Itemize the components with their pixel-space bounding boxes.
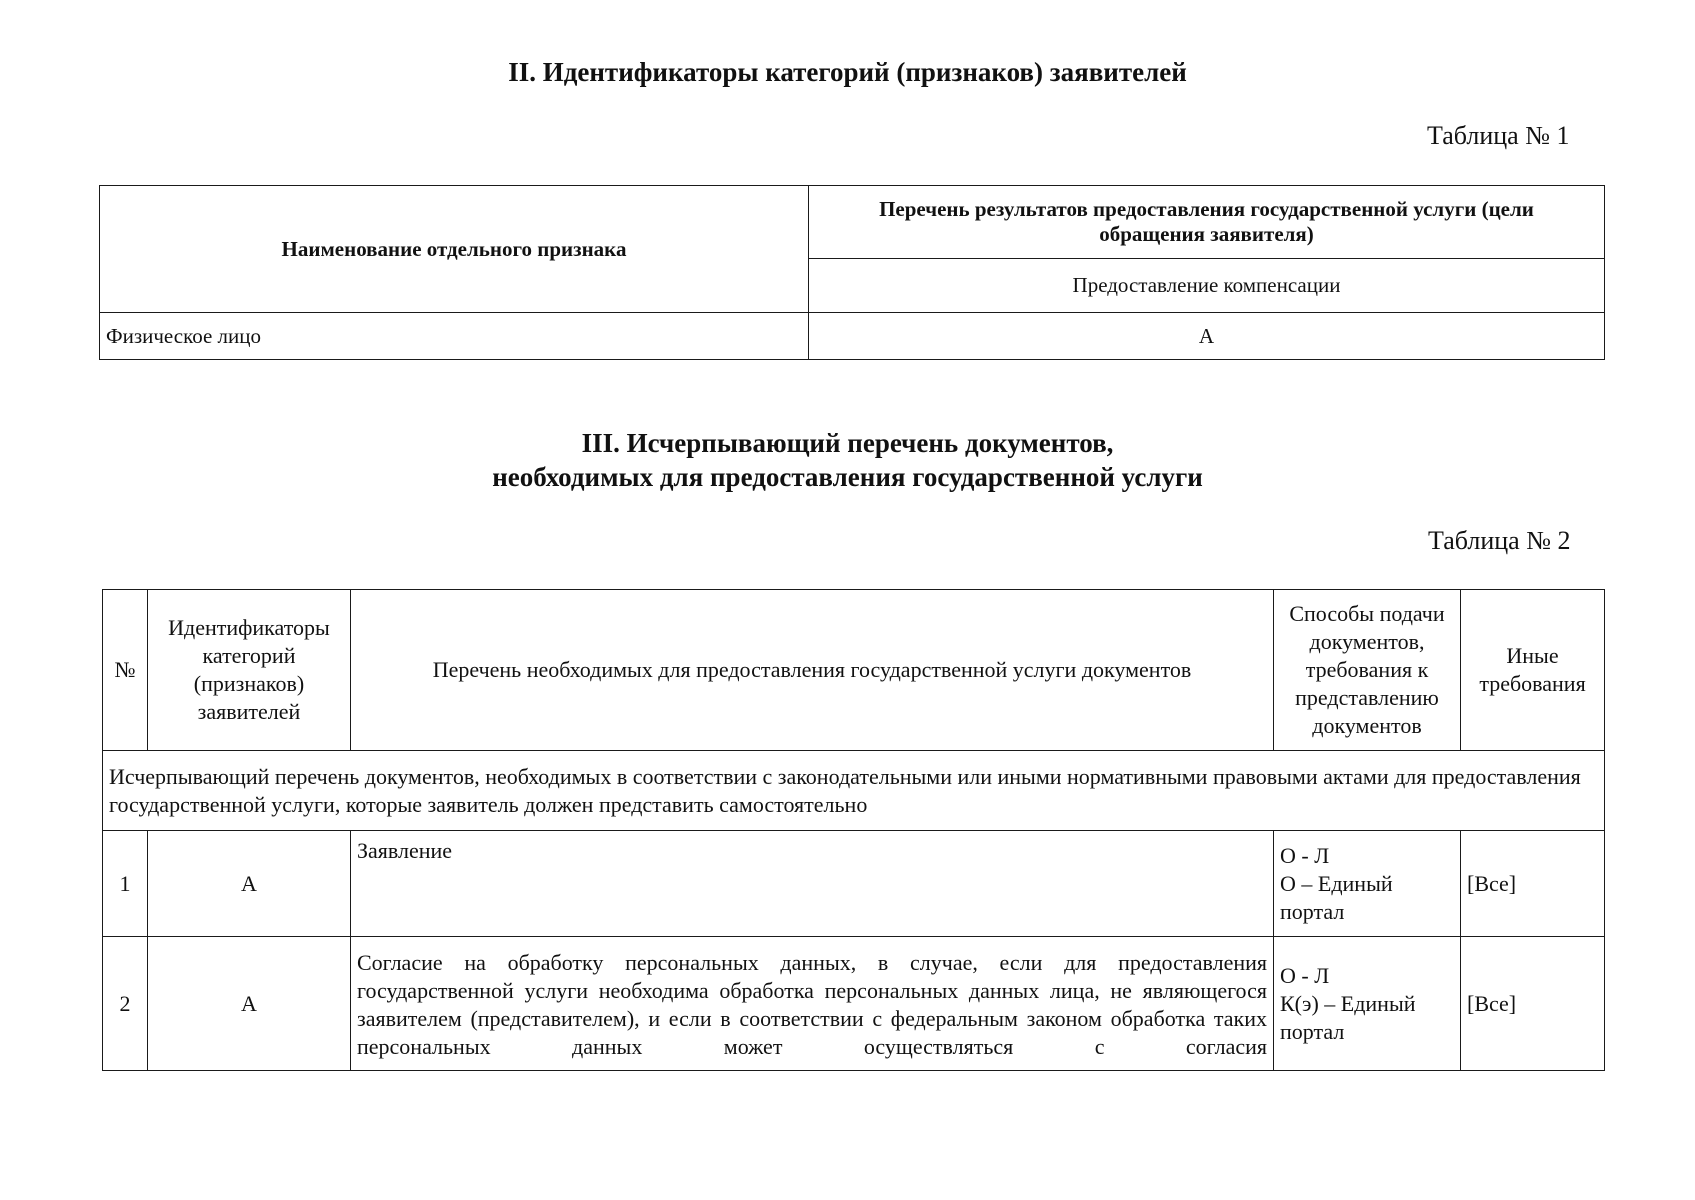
method-line: О – Единый портал xyxy=(1280,870,1393,924)
table-row xyxy=(100,313,1605,360)
feature-name-header: Наименование отдельного признака xyxy=(100,186,809,313)
row-identifier: А xyxy=(148,937,351,1071)
feature-cell: Физическое лицо xyxy=(100,313,809,360)
table-1-label: Таблица № 1 xyxy=(1427,121,1570,150)
group-row-text: Исчерпывающий перечень документов, необходимых в соответствии с законодательными или иными нормативными правовыми актами для предоставления государственной услуги, которые заявитель должен представить самостоятельно xyxy=(103,751,1605,831)
row-methods xyxy=(1274,937,1461,1071)
table-row xyxy=(103,937,1605,1071)
row-document: Согласие на обработку персональных данных, в случае, если для предоставления государственной услуги необходима обработка персональных данных лица, не являющегося заявителем (представителем), и если в соответствии с федеральным законом обработка таких персональных данных может осуществляться с согласия xyxy=(351,937,1274,1071)
section-3-title-line-1: III. Исчерпывающий перечень документов, xyxy=(581,428,1114,458)
row-other-requirements: [Все] xyxy=(1461,937,1605,1071)
group-row xyxy=(103,751,1605,831)
row-other-requirements: [Все] xyxy=(1461,831,1605,937)
other-requirements-header: Иные требования xyxy=(1461,590,1605,751)
method-line: О - Л xyxy=(1280,842,1330,868)
header-row xyxy=(103,590,1605,751)
methods-header: Способы подачи документов, требования к представлению документов xyxy=(1274,590,1461,751)
identifiers-header: Идентификаторы категорий (признаков) заявителей xyxy=(148,590,351,751)
value-cell: А xyxy=(809,313,1605,360)
documents-header: Перечень необходимых для предоставления государственной услуги документов xyxy=(351,590,1274,751)
documents-table xyxy=(102,589,1605,1071)
table-2-label: Таблица № 2 xyxy=(1428,526,1571,555)
row-number: 2 xyxy=(103,937,148,1071)
row-document: Заявление xyxy=(351,831,1274,937)
service-results-header: Перечень результатов предоставления государственной услуги (цели обращения заявителя) xyxy=(809,186,1605,259)
method-line: К(э) – Единый портал xyxy=(1280,990,1416,1044)
table-row xyxy=(103,831,1605,937)
row-methods xyxy=(1274,831,1461,937)
section-2-title: II. Идентификаторы категорий (признаков) заявителей xyxy=(508,57,1187,87)
applicant-categories-table xyxy=(99,185,1605,360)
method-line: О - Л xyxy=(1280,962,1330,988)
row-identifier: А xyxy=(148,831,351,937)
compensation-subheader: Предоставление компенсации xyxy=(809,259,1605,313)
section-3-title-line-2: необходимых для предоставления государственной услуги xyxy=(492,462,1203,492)
number-header: № xyxy=(103,590,148,751)
row-number: 1 xyxy=(103,831,148,937)
